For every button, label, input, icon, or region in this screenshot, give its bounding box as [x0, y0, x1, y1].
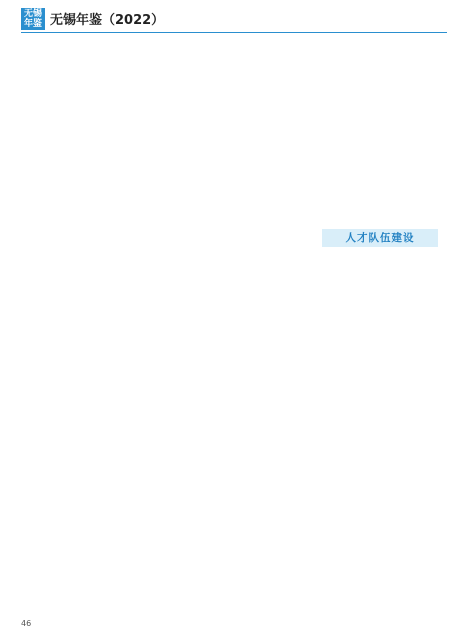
yearbook-logo: [21, 8, 45, 30]
header-rule: [21, 32, 447, 33]
running-title: 无锡年鉴（2022）: [50, 13, 165, 28]
page-number: 46: [21, 619, 32, 628]
text-column-middle: [166, 38, 296, 614]
page-header: [0, 0, 468, 30]
text-column-right: [314, 38, 444, 614]
section-heading-talent-team: 人才队伍建设: [322, 229, 438, 247]
logo-text: 无锡 年鉴: [23, 9, 42, 29]
text-column-left: [21, 38, 151, 614]
